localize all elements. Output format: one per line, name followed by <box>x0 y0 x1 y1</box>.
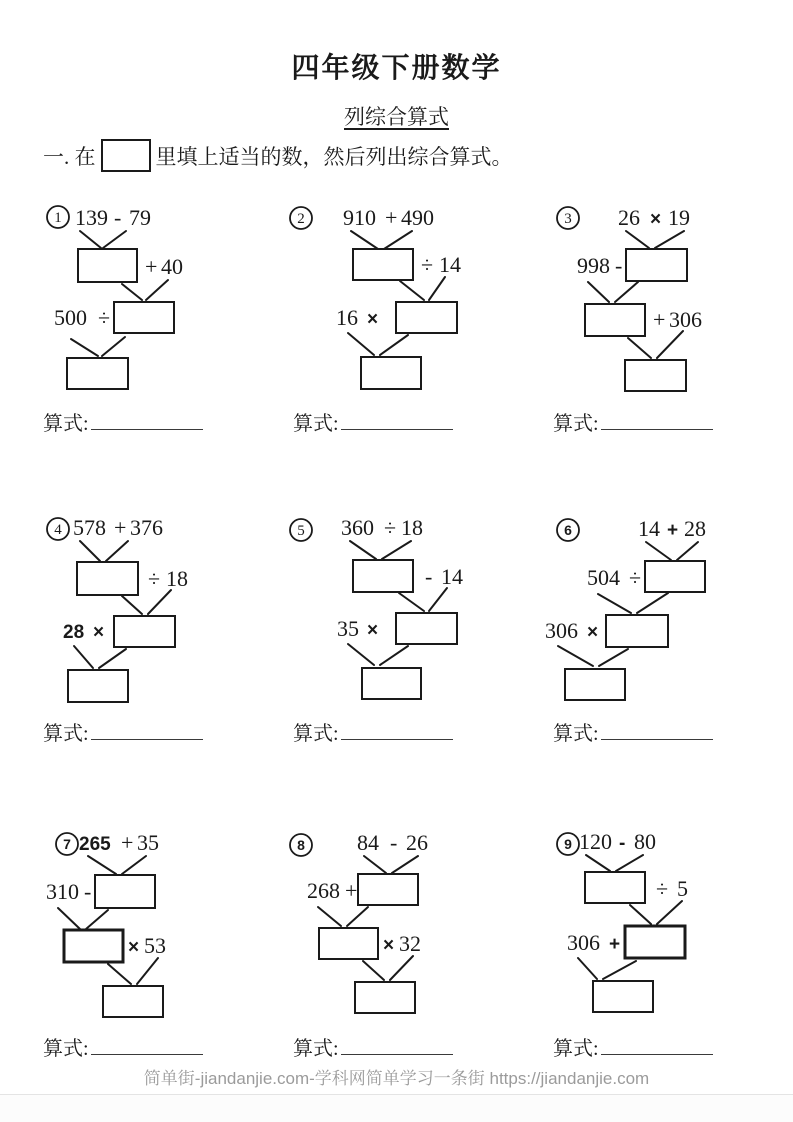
expr-b: 19 <box>668 205 690 230</box>
top-expression <box>638 516 706 541</box>
footer-watermark: 简单街-jiandanjie.com-学科网简单学习一条街 https://jiandanjie.com <box>143 1069 650 1088</box>
answer-box-2[interactable] <box>625 926 685 958</box>
step3-t2: × <box>367 620 379 641</box>
answer-box-3[interactable] <box>362 668 421 699</box>
step3-t1: 306 <box>545 618 578 643</box>
problem-8-diagram <box>278 822 513 1022</box>
expr-b: 80 <box>634 829 656 854</box>
expr-a: 120 <box>579 829 612 854</box>
answer-box-3[interactable] <box>68 670 128 702</box>
problem-5-diagram <box>278 507 513 707</box>
problem-9 <box>538 822 778 1061</box>
expression-line <box>28 1032 268 1061</box>
expr-b: 490 <box>401 205 434 230</box>
expression-label: 算式: <box>43 413 89 435</box>
step3-label <box>128 933 166 958</box>
step3-t1: 35 <box>337 616 359 641</box>
step2-t2: - <box>84 879 92 904</box>
step2-label <box>425 564 463 589</box>
arrow-v1 <box>88 856 146 874</box>
arrow-v2 <box>58 908 108 929</box>
answer-box-2[interactable] <box>114 616 175 647</box>
arrow-v3 <box>348 333 408 355</box>
expr-a: 910 <box>343 205 376 230</box>
expression-blank[interactable] <box>341 414 453 430</box>
expr-b: 26 <box>406 830 428 855</box>
arrow-v1 <box>351 231 412 249</box>
answer-box-1[interactable] <box>353 249 413 280</box>
expression-label: 算式: <box>553 1038 599 1060</box>
problem-8 <box>278 822 518 1061</box>
arrow-v3 <box>348 644 408 665</box>
answer-box-3[interactable] <box>355 982 415 1013</box>
expr-op: - <box>619 833 626 854</box>
answer-box-2[interactable] <box>585 304 645 336</box>
expression-blank[interactable] <box>601 414 713 430</box>
top-expression <box>75 205 151 230</box>
problem-9-diagram <box>538 822 773 1022</box>
answer-box-2[interactable] <box>319 928 378 959</box>
problem-6-diagram <box>538 507 773 707</box>
arrow-v1 <box>626 231 684 248</box>
expression-label: 算式: <box>553 413 599 435</box>
answer-box-3[interactable] <box>593 981 653 1012</box>
arrow-v3 <box>71 337 125 356</box>
problem-3 <box>538 197 778 436</box>
step2-t1: ÷ <box>148 566 161 591</box>
instruction-blank-box[interactable] <box>101 139 151 172</box>
step2-label <box>656 876 688 901</box>
step3-label <box>54 305 110 330</box>
step2-t1: ÷ <box>656 876 669 901</box>
expression-label: 算式: <box>293 413 339 435</box>
expr-a: 360 <box>341 515 374 540</box>
step2-t1: 504 <box>587 565 620 590</box>
top-expression <box>341 515 423 540</box>
problem-number: 5 <box>297 523 305 539</box>
top-expression <box>357 830 428 855</box>
step2-label <box>421 252 461 277</box>
expr-op: + <box>114 515 127 540</box>
answer-box-3[interactable] <box>361 357 421 389</box>
problem-number: 3 <box>564 211 572 227</box>
step3-t2: + <box>609 934 621 955</box>
expression-blank[interactable] <box>91 1039 203 1055</box>
arrow-v1 <box>350 541 411 559</box>
problem-3-diagram <box>538 197 773 397</box>
problem-number: 9 <box>564 836 572 852</box>
step2-t1: 268 <box>307 878 340 903</box>
step3-label <box>545 618 598 643</box>
step3-t1: × <box>383 935 395 956</box>
step3-t1: × <box>128 937 140 958</box>
expression-label: 算式: <box>553 723 599 745</box>
step2-t2: + <box>345 878 358 903</box>
expr-a: 84 <box>357 830 379 855</box>
expr-b: 35 <box>137 830 159 855</box>
step3-t2: × <box>587 622 599 643</box>
problem-2-diagram <box>278 197 513 397</box>
problem-number: 1 <box>54 210 62 226</box>
instruction-prefix: 一. 在 <box>43 144 96 169</box>
step3-label <box>336 305 378 330</box>
expr-op: ÷ <box>384 515 397 540</box>
answer-box-3[interactable] <box>565 669 625 700</box>
arrow-v3 <box>74 646 126 668</box>
problem-1-diagram <box>28 197 263 397</box>
problem-number: 8 <box>297 837 305 853</box>
expr-b: 18 <box>401 515 423 540</box>
expr-a: 26 <box>618 205 640 230</box>
problem-number: 4 <box>54 522 62 538</box>
expr-op: × <box>650 209 662 230</box>
arrow-v1 <box>364 856 418 873</box>
expression-line <box>538 1032 778 1061</box>
step3-t2: × <box>93 622 105 643</box>
step2-label <box>587 565 641 590</box>
step2-label <box>577 253 622 278</box>
step2-t2: 18 <box>166 566 188 591</box>
step3-t2: 53 <box>144 933 166 958</box>
step3-t2: 32 <box>399 931 421 956</box>
step3-t1: 16 <box>336 305 358 330</box>
arrow-v1 <box>646 542 698 560</box>
expression-line <box>538 407 778 436</box>
expr-a: 139 <box>75 205 108 230</box>
problem-number: 7 <box>63 836 71 852</box>
answer-box-2[interactable] <box>396 302 457 333</box>
arrow-v1 <box>80 541 128 561</box>
answer-box-1[interactable] <box>585 872 645 903</box>
expression-blank[interactable] <box>601 724 713 740</box>
arrow-v2 <box>630 901 682 924</box>
step3-t1: + <box>653 307 666 332</box>
step3-t1: 306 <box>567 930 600 955</box>
expression-blank[interactable] <box>341 724 453 740</box>
answer-box-2[interactable] <box>114 302 174 333</box>
expr-a: 578 <box>73 515 106 540</box>
answer-box-2[interactable] <box>396 613 457 644</box>
arrow-v1 <box>586 855 643 871</box>
step2-t2: 14 <box>441 564 463 589</box>
page-title: 四年级下册数学 <box>291 53 502 84</box>
problem-7-diagram <box>28 822 263 1022</box>
expression-label: 算式: <box>293 723 339 745</box>
answer-box-1[interactable] <box>78 249 137 282</box>
top-expression <box>343 205 434 230</box>
problem-7 <box>28 822 268 1061</box>
step2-label <box>145 254 183 279</box>
expression-line <box>278 1032 518 1061</box>
expression-blank[interactable] <box>601 1039 713 1055</box>
problem-number: 6 <box>564 522 572 538</box>
problem-6 <box>538 507 778 746</box>
expression-label: 算式: <box>43 723 89 745</box>
arrow-v3 <box>578 958 636 979</box>
top-expression <box>579 829 656 854</box>
instruction-suffix: 里填上适当的数，然后列出综合算式。 <box>155 144 513 169</box>
step2-label <box>307 878 357 903</box>
problem-1 <box>28 197 268 436</box>
step3-label <box>337 616 378 641</box>
step3-t2: 306 <box>669 307 702 332</box>
step2-t2: ÷ <box>629 565 642 590</box>
answer-box-2[interactable] <box>64 930 123 962</box>
step3-label <box>567 930 620 955</box>
step2-label <box>46 879 91 904</box>
expression-line <box>278 407 518 436</box>
expression-blank[interactable] <box>91 724 203 740</box>
step2-t2: 5 <box>677 876 688 901</box>
arrow-v2 <box>318 907 368 926</box>
expression-line <box>538 717 778 746</box>
step2-label <box>148 566 188 591</box>
expr-op: - <box>390 830 398 855</box>
arrow-v3 <box>558 646 628 666</box>
step2-t2: - <box>615 253 623 278</box>
problem-4-diagram <box>28 507 263 707</box>
step3-label <box>63 622 104 643</box>
problem-5 <box>278 507 518 746</box>
step3-t1: 28 <box>63 622 85 643</box>
top-expression <box>618 205 690 230</box>
problem-number: 2 <box>297 211 305 227</box>
expression-label: 算式: <box>43 1038 89 1060</box>
step3-label <box>653 307 702 332</box>
section-subtitle: 列综合算式 <box>344 105 449 129</box>
step3-t2: × <box>367 309 379 330</box>
expr-a: 14 <box>638 516 660 541</box>
expr-b: 376 <box>130 515 163 540</box>
arrow-v2 <box>588 282 638 302</box>
step2-t1: - <box>425 564 433 589</box>
answer-box-1[interactable] <box>626 249 687 281</box>
step2-t2: 40 <box>161 254 183 279</box>
top-expression <box>79 830 159 855</box>
step3-t1: 500 <box>54 305 87 330</box>
step2-t2: 14 <box>439 252 461 277</box>
answer-box-3[interactable] <box>103 986 163 1017</box>
expr-a: 265 <box>79 834 111 855</box>
step3-t2: ÷ <box>98 305 111 330</box>
expression-line <box>28 717 268 746</box>
expr-op: + <box>121 830 134 855</box>
expression-label: 算式: <box>293 1038 339 1060</box>
step2-t1: 998 <box>577 253 610 278</box>
step2-t1: + <box>145 254 158 279</box>
problem-4 <box>28 507 268 746</box>
step2-t1: ÷ <box>421 252 434 277</box>
problem-2 <box>278 197 518 436</box>
expression-line <box>28 407 268 436</box>
expression-blank[interactable] <box>91 414 203 430</box>
expr-b: 79 <box>129 205 151 230</box>
expression-line <box>278 717 518 746</box>
answer-box-1[interactable] <box>353 560 413 592</box>
answer-box-1[interactable] <box>645 561 705 592</box>
arrow-v2 <box>598 593 668 613</box>
answer-box-1[interactable] <box>95 875 155 908</box>
step2-t1: 310 <box>46 879 79 904</box>
expr-op: + <box>667 520 679 541</box>
instruction-line <box>43 139 513 172</box>
arrow-v1 <box>80 231 126 248</box>
bottom-strip <box>0 1094 793 1122</box>
expr-op: + <box>385 205 398 230</box>
arrow-v2 <box>122 590 171 614</box>
expr-op: - <box>114 205 122 230</box>
expression-blank[interactable] <box>341 1039 453 1055</box>
step3-label <box>383 931 421 956</box>
answer-box-2[interactable] <box>606 615 668 647</box>
answer-box-1[interactable] <box>77 562 138 595</box>
answer-box-3[interactable] <box>625 360 686 391</box>
answer-box-1[interactable] <box>358 874 418 905</box>
answer-box-3[interactable] <box>67 358 128 389</box>
top-expression <box>73 515 163 540</box>
expr-b: 28 <box>684 516 706 541</box>
